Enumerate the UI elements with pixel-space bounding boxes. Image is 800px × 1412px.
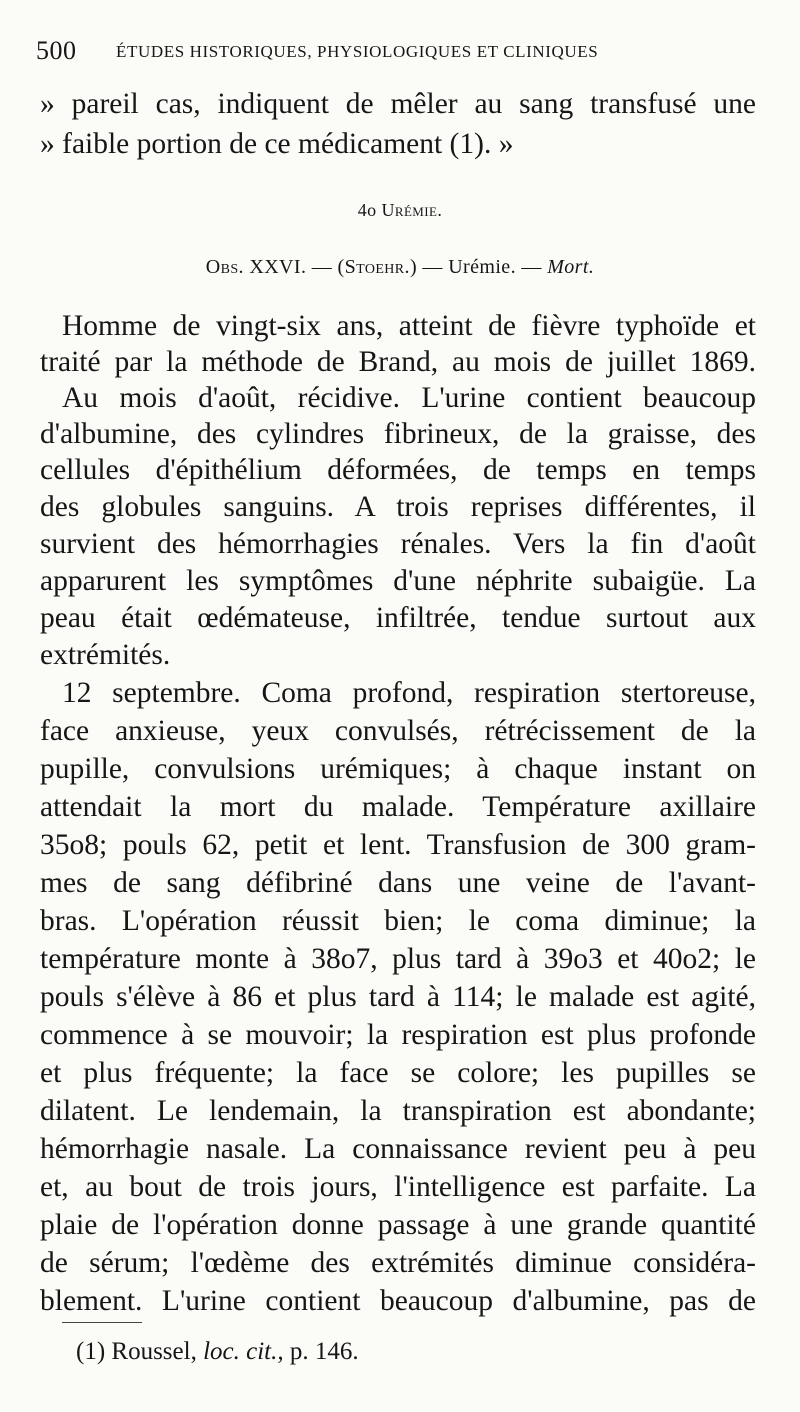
- footnote-divider: [62, 1322, 142, 1323]
- footnote-page: p. 146.: [289, 1338, 359, 1365]
- body-line: Homme de vingt-six ans, atteint de fièvre typhoïde et: [62, 310, 756, 342]
- body-line: apparurent les symptômes d'une néphrite subaigüe. La: [40, 565, 756, 597]
- section-heading: [0, 200, 800, 221]
- running-title: ÉTUDES HISTORIQUES, PHYSIOLOGIQUES ET CLINIQUES: [116, 42, 599, 61]
- observation-author: (Stoehr.): [337, 256, 417, 278]
- body-line: plaie de l'opération donne passage à une grande quantité: [40, 1209, 756, 1241]
- body-line: Au mois d'août, récidive. L'urine contient beaucoup: [62, 382, 756, 414]
- body-line: extrémités.: [40, 639, 171, 671]
- quote-line: » pareil cas, indiquent de mêler au sang transfusé une: [40, 88, 756, 120]
- body-line: température monte à 38o7, plus tard à 39o3 et 40o2; le: [40, 943, 756, 975]
- body-line: de sérum; l'œdème des extrémités diminue considéra-: [40, 1247, 756, 1279]
- body-line: d'albumine, des cylindres fibrineux, de la graisse, des: [40, 418, 756, 450]
- section-title: Urémie.: [381, 200, 443, 220]
- section-number: 4o: [357, 200, 377, 220]
- observation-outcome: Mort.: [547, 256, 595, 278]
- body-line: des globules sanguins. A trois reprises différentes, il: [40, 491, 756, 523]
- body-line: bras. L'opération réussit bien; le coma diminue; la: [40, 905, 756, 937]
- body-line: 12 septembre. Coma profond, respiration stertoreuse,: [62, 677, 756, 709]
- body-line: et plus fréquente; la face se colore; les pupilles se: [40, 1057, 756, 1089]
- body-line: blement. L'urine contient beaucoup d'albumine, pas de: [40, 1285, 756, 1317]
- observation-subject: Urémie.: [448, 256, 516, 278]
- page-header: [36, 36, 756, 76]
- body-line: pouls s'élève à 86 et plus tard à 114; le malade est agité,: [40, 981, 756, 1013]
- body-line: cellules d'épithélium déformées, de temps en temps: [40, 454, 756, 486]
- body-line: commence à se mouvoir; la respiration est plus profonde: [40, 1019, 756, 1051]
- body-line: traité par la méthode de Brand, au mois de juillet 1869.: [40, 346, 756, 378]
- body-line: attendait la mort du malade. Température axillaire: [40, 791, 756, 823]
- body-line: et, au bout de trois jours, l'intelligence est parfaite. La: [40, 1171, 756, 1203]
- footnote-author: Roussel,: [111, 1338, 197, 1365]
- body-line: dilatent. Le lendemain, la transpiration est abondante;: [40, 1095, 756, 1127]
- body-line: pupille, convulsions urémiques; à chaque instant on: [40, 753, 756, 785]
- observation-label: Obs. XXVI. —: [205, 256, 333, 278]
- observation-dash: —: [422, 256, 443, 278]
- observation-dash: —: [521, 256, 542, 278]
- footnote-reference: loc. cit.,: [203, 1338, 284, 1365]
- observation-heading: [0, 256, 800, 279]
- quote-line: » faible portion de ce médicament (1). »: [40, 128, 514, 160]
- body-line: 35o8; pouls 62, petit et lent. Transfusion de 300 gram-: [40, 829, 756, 861]
- footnote-marker: (1): [76, 1338, 106, 1365]
- body-line: hémorrhagie nasale. La connaissance revient peu à peu: [40, 1133, 756, 1165]
- body-line: survient des hémorrhagies rénales. Vers la fin d'août: [40, 528, 756, 560]
- footnote: [76, 1338, 359, 1366]
- body-line: mes de sang défibriné dans une veine de l'avant-: [40, 867, 756, 899]
- body-line: face anxieuse, yeux convulsés, rétrécissement de la: [40, 715, 756, 747]
- page-number: 500: [36, 36, 77, 65]
- body-line: peau était œdémateuse, infiltrée, tendue surtout aux: [40, 602, 756, 634]
